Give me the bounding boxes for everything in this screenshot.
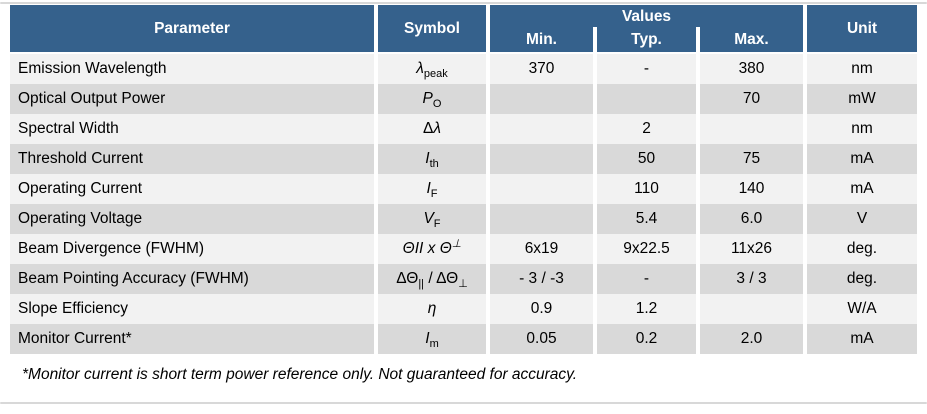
typ-value: 2 [597,114,700,144]
column-header-parameter: Parameter [10,5,378,54]
max-value: 140 [700,174,807,204]
unit-value: deg. [807,264,917,294]
parameter-name: Operating Current [10,174,378,204]
unit-value: V [807,204,917,234]
page-bottom-divider [0,402,927,404]
min-value [490,114,597,144]
unit-value: deg. [807,234,917,264]
header-row-top [10,5,917,27]
column-header-min: Min. [490,27,597,54]
table-row [10,234,917,264]
column-header-max: Max. [700,27,807,54]
parameter-name: Operating Voltage [10,204,378,234]
parameter-name: Slope Efficiency [10,294,378,324]
min-value: 370 [490,54,597,84]
min-value: - 3 / -3 [490,264,597,294]
typ-value: 50 [597,144,700,174]
symbol-value: ΘII x Θ⊥ [378,234,490,264]
parameter-name: Beam Divergence (FWHM) [10,234,378,264]
page-top-divider [0,2,927,4]
symbol-value: $\Delta\Theta_{||} / \Delta\Theta_\perp$ [378,264,490,294]
unit-value: W/A [807,294,917,324]
parameter-name: Optical Output Power [10,84,378,114]
table-row [10,264,917,294]
max-value: 75 [700,144,807,174]
typ-value [597,84,700,114]
symbol-value: $P_O$ [378,84,490,114]
table-row [10,324,917,354]
typ-value: 5.4 [597,204,700,234]
min-value [490,204,597,234]
max-value: 3 / 3 [700,264,807,294]
table-row [10,54,917,84]
min-value: 6x19 [490,234,597,264]
min-value [490,84,597,114]
column-header-unit: Unit [807,5,917,54]
typ-value: 9x22.5 [597,234,700,264]
column-header-symbol: Symbol [378,5,490,54]
min-value: 0.9 [490,294,597,324]
typ-value: 1.2 [597,294,700,324]
min-value: 0.05 [490,324,597,354]
symbol-value: $\lambda_{peak}$ [378,54,490,84]
unit-value: mA [807,144,917,174]
typ-value: 110 [597,174,700,204]
symbol-value: $I_F$ [378,174,490,204]
spec-table-header [10,5,917,54]
min-value [490,174,597,204]
table-row [10,204,917,234]
table-row [10,294,917,324]
parameter-name: Emission Wavelength [10,54,378,84]
parameter-name: Monitor Current* [10,324,378,354]
table-row [10,84,917,114]
symbol-value: $V_F$ [378,204,490,234]
min-value [490,144,597,174]
column-header-typ: Typ. [597,27,700,54]
max-value [700,294,807,324]
unit-value: mA [807,174,917,204]
typ-value: 0.2 [597,324,700,354]
symbol-value: $I_{th}$ [378,144,490,174]
footnote: *Monitor current is short term power reference only. Not guaranteed for accuracy. [22,366,578,383]
unit-value: mW [807,84,917,114]
typ-value: - [597,264,700,294]
symbol-value: $I_m$ [378,324,490,354]
symbol-value: Δλ [378,114,490,144]
unit-value: nm [807,54,917,84]
max-value: 11x26 [700,234,807,264]
typ-value: - [597,54,700,84]
unit-value: mA [807,324,917,354]
table-row [10,144,917,174]
max-value: 70 [700,84,807,114]
table-row [10,114,917,144]
max-value: 2.0 [700,324,807,354]
parameter-name: Beam Pointing Accuracy (FWHM) [10,264,378,294]
table-row [10,174,917,204]
parameter-name: Threshold Current [10,144,378,174]
unit-value: nm [807,114,917,144]
max-value [700,114,807,144]
max-value: 6.0 [700,204,807,234]
parameter-name: Spectral Width [10,114,378,144]
max-value: 380 [700,54,807,84]
spec-table-body [10,54,917,354]
spec-table [10,5,917,354]
symbol-value: η [378,294,490,324]
column-header-values-group: Values [490,5,807,27]
